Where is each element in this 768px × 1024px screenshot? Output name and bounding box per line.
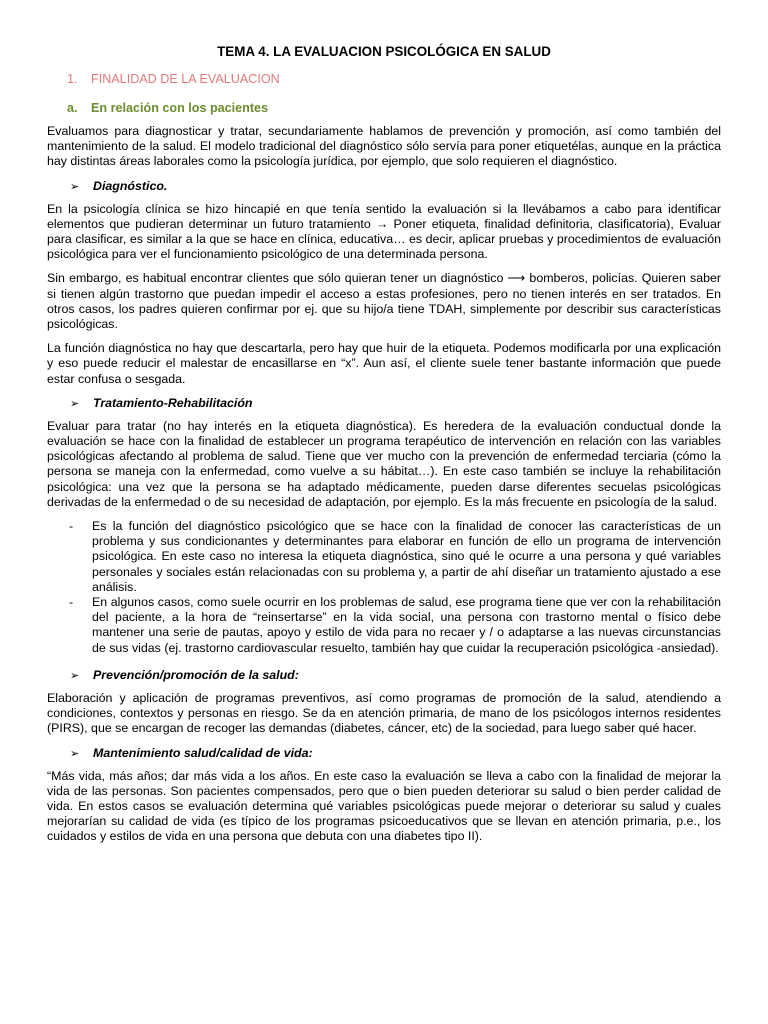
diagnostico-heading — [47, 179, 721, 193]
subsection-heading-a-number: a. — [67, 101, 78, 115]
arrow-bullet-icon: ➢ — [70, 747, 80, 760]
prevencion-paragraph-1: Elaboración y aplicación de programas preventivos, así como programas de promoción de la salud, atendiendo a condiciones, contextos y personas en riesgo. Se da en atención primaria, de mano de los psicólogos internos residentes (PIRS), que se encargan de recoger las demandas (diabetes, cáncer, etc) de la sociedad, para luego saber qué hacer. — [47, 690, 721, 736]
subsection-heading-a — [47, 101, 721, 115]
diagnostico-paragraph-1: En la psicología clínica se hizo hincapié en que tenía sentido la evaluación si la llevábamos a cabo para identificar elementos que pudieran determinar un futuro tratamiento → Poner etiqueta, finalidad definitoria, clasificatoria), Evaluar para clasificar, es similar a la que se hace en clínica, educativa… es decir, aplicar pruebas y procedimientos de evaluación psicológica para ver el funcionamiento psicológico de una determinada persona. — [47, 201, 721, 262]
arrow-bullet-icon: ➢ — [70, 669, 80, 682]
diagnostico-paragraph-2: Sin embargo, es habitual encontrar clientes que sólo quieran tener un diagnóstico ⟶ bomberos, policías. Quieren saber si tienen algún trastorno que puedan impedir el acceso a estas profesiones, pero no tienen interés en ser tratados. En otros casos, los padres quieren confirmar por ej. que su hijo/a tiene TDAH, simplemente por describir sus características psicológicas. — [47, 271, 721, 332]
arrow-bullet-icon: ➢ — [70, 397, 80, 410]
subsection-heading-a-text: En relación con los pacientes — [91, 101, 269, 115]
tratamiento-heading — [47, 396, 721, 410]
tratamiento-paragraph-1: Evaluar para tratar (no hay interés en la etiqueta diagnóstica). Es heredera de la evaluación conductual donde la evaluación se hace con la finalidad de establecer un programa terapéutico de intervención en relación con las variables psicológicas afectando al problema de salud. Tiene que ver mucho con la prevención de enfermedad terciaria (cómo la persona se maneja con la enfermedad, como vuelve a su hábitat…). En este caso también se incluye la rehabilitación psicológica: una vez que la persona se ha adaptado médicamente, pueden darse diferentes secuelas psicológicas derivadas de la enfermedad o de su necesidad de adaptación, por ejemplo. Es la más frecuente en psicología de la salud. — [47, 418, 721, 509]
document-title: TEMA 4. LA EVALUACION PSICOLÓGICA EN SALUD — [217, 44, 551, 59]
tratamiento-heading-text: Tratamiento-Rehabilitación — [93, 395, 253, 410]
mantenimiento-paragraph-1: “Más vida, más años; dar más vida a los años. En este caso la evaluación se lleva a cabo con la finalidad de mejorar la vida de las personas. Son pacientes compensados, pero que o bien pueden deteriorar su salud o bien perder calidad de vida. En estos casos se evaluación determina qué variables psicológicas puede mejorar o deteriorar su salud y cuales mejorarían su calidad de vida (es típico de los programas psicoeducativos que se llevan en atención primaria, p.e., los cuidados y estilos de vida en una persona que debuta con una diabetes tipo II). — [47, 768, 721, 844]
section-heading-1 — [47, 72, 721, 86]
section-heading-1-number: 1. — [67, 72, 78, 86]
prevencion-heading — [47, 668, 721, 682]
dash-bullet: - — [69, 519, 74, 534]
list-item-text: En algunos casos, como suele ocurrir en los problemas de salud, ese programa tiene que ver con la rehabilitación del paciente, a la hora de “reinsertarse” en la vida social, una persona con trastorno mental o físico debe mantener una serie de pautas, apoyo y estilo de vida para no recaer y / o adaptarse a las nuevas circunstancias de sus vidas (ej. trastorno cardiovascular resuelto, también hay que cuidar la recuperación psicológica -ansiedad). — [92, 595, 721, 655]
diagnostico-paragraph-3: La función diagnóstica no hay que descartarla, pero hay que huir de la etiqueta. Podemos modificarla por una explicación y eso puede reducir el malestar de encasillarse en “x”. Aun así, el cliente suele tener bastante información que puede estar confusa o sesgada. — [47, 341, 721, 386]
intro-paragraph: Evaluamos para diagnosticar y tratar, secundariamente hablamos de prevención y promoción, así como también del mantenimiento de la salud. El modelo tradicional del diagnóstico sólo servía para poner etiquetélas, aunque en la práctica hay distintas áreas laborales como la psicología jurídica, por ejemplo, que solo requieren el diagnóstico. — [47, 124, 721, 169]
prevencion-heading-text: Prevención/promoción de la salud: — [93, 667, 299, 682]
diagnostico-heading-text: Diagnóstico. — [93, 178, 168, 193]
tratamiento-list — [47, 519, 721, 656]
arrow-bullet-icon: ➢ — [70, 180, 80, 193]
mantenimiento-heading — [47, 746, 721, 760]
mantenimiento-heading-text: Mantenimiento salud/calidad de vida: — [93, 745, 313, 760]
section-heading-1-text: FINALIDAD DE LA EVALUACION — [91, 72, 280, 86]
dash-bullet: - — [69, 595, 74, 610]
list-item — [47, 595, 721, 656]
list-item — [47, 519, 721, 595]
list-item-text: Es la función del diagnóstico psicológico que se hace con la finalidad de conocer las características de un problema y sus condicionantes y determinantes para elaborar en función de ello un programa de intervención psicológica. En este caso no interesa la etiqueta diagnóstica, sino qué le ocurre a una persona y qué variables personales y sociales están relacionadas con su problema y, a partir de ahí diseñar un tratamiento ajustado a ese análisis. — [92, 519, 721, 594]
